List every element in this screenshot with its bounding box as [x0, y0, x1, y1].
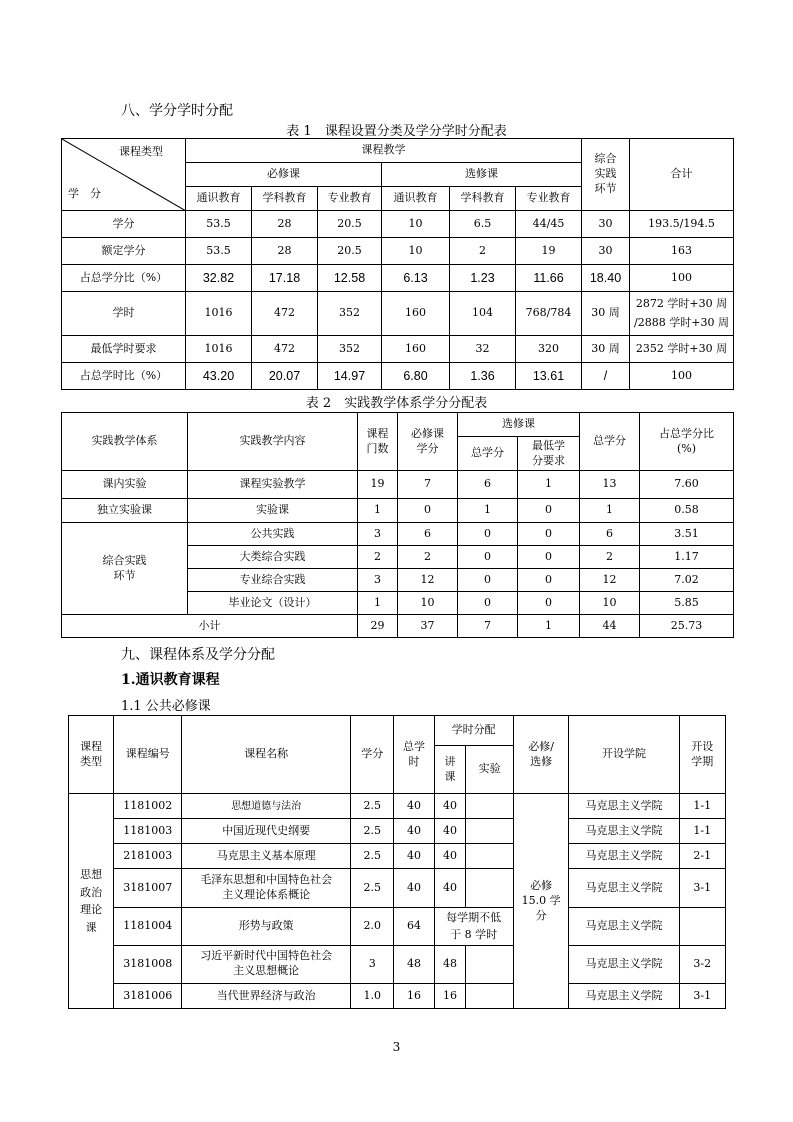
- cell: 7: [398, 471, 458, 499]
- subsection-1-1-title: 1.1 公共必修课: [121, 699, 211, 714]
- cell: 1.36: [450, 363, 516, 390]
- cell: 5.85: [640, 592, 734, 615]
- cell: 13.61: [516, 363, 582, 390]
- cell: 0: [398, 499, 458, 523]
- cell: 53.5: [186, 211, 252, 238]
- cell: 实验课: [188, 499, 358, 523]
- cell: 30: [582, 238, 630, 265]
- cell: 1: [358, 592, 398, 615]
- cell: 320: [516, 336, 582, 363]
- table2-caption: 表 2 实践教学体系学分分配表: [305, 396, 488, 411]
- cell: 12: [398, 569, 458, 592]
- cell: 独立实验课: [62, 499, 188, 523]
- table-row: [69, 844, 726, 869]
- cell: 1: [458, 499, 518, 523]
- cell: 2.0: [351, 907, 394, 945]
- cell: 3.51: [640, 523, 734, 546]
- cell: [466, 819, 513, 844]
- sub-header: 学科教育: [450, 187, 516, 211]
- diag-top-label: 课程类型: [119, 145, 163, 158]
- header-code: 课程编号: [114, 716, 182, 794]
- required-label: 必修 15.0 学 分: [513, 794, 569, 1009]
- table-row: [62, 523, 734, 546]
- cell: 6: [458, 471, 518, 499]
- table-row: [62, 499, 734, 523]
- cell: 马克思主义学院: [569, 794, 679, 819]
- cell: 28: [252, 211, 318, 238]
- cell: 2: [398, 546, 458, 569]
- cell: 2352 学时+30 周: [630, 336, 734, 363]
- cell: 29: [358, 615, 398, 638]
- header-required: 必修/ 选修: [513, 716, 569, 794]
- cell: 1: [358, 499, 398, 523]
- cell: 形势与政策: [182, 907, 351, 945]
- cell: 6.80: [382, 363, 450, 390]
- header-system: 实践教学体系: [62, 413, 188, 471]
- cell: 1016: [186, 292, 252, 336]
- cell: 公共实践: [188, 523, 358, 546]
- cell: [679, 907, 725, 945]
- cell: 44/45: [516, 211, 582, 238]
- header-dept: 开设学院: [569, 716, 679, 794]
- cell: 毕业论文（设计）: [188, 592, 358, 615]
- cell: 30 周: [582, 336, 630, 363]
- sub-header: 专业教育: [318, 187, 382, 211]
- row-label: 学时: [62, 292, 186, 336]
- cell: 3: [358, 523, 398, 546]
- cell: [466, 983, 513, 1008]
- cell: 专业综合实践: [188, 569, 358, 592]
- table-row: [69, 819, 726, 844]
- row-label: 占总学分比（%）: [62, 265, 186, 292]
- elective-header: 选修课: [382, 163, 582, 187]
- cell: 3-1: [679, 983, 725, 1008]
- cell: 思想道德与法治: [182, 794, 351, 819]
- header-elective: 选修课: [458, 413, 580, 437]
- cell: 6: [580, 523, 640, 546]
- cell: 1.0: [351, 983, 394, 1008]
- cell: 0: [518, 499, 580, 523]
- table-row: [62, 336, 734, 363]
- cell: 163: [630, 238, 734, 265]
- subsection-1-title: 1.通识教育课程: [121, 672, 220, 688]
- cell: 48: [394, 945, 434, 983]
- cell: 1.23: [450, 265, 516, 292]
- cell: 43.20: [186, 363, 252, 390]
- cell: 0: [518, 569, 580, 592]
- page-number: 3: [392, 1040, 401, 1054]
- table-row: [69, 907, 726, 945]
- header-elective-min: 最低学 分要求: [518, 437, 580, 471]
- cell: 40: [434, 844, 466, 869]
- cell: 3181007: [114, 869, 182, 907]
- row-label: 最低学时要求: [62, 336, 186, 363]
- cell: 14.97: [318, 363, 382, 390]
- cell: 7: [458, 615, 518, 638]
- course-type-label: 思想 政治 理论 课: [69, 794, 114, 1009]
- practice-credit-table: [61, 412, 734, 638]
- cell: 10: [398, 592, 458, 615]
- sub-header: 学科教育: [252, 187, 318, 211]
- cell: 40: [394, 819, 434, 844]
- cell: 0: [518, 523, 580, 546]
- cell: 马克思主义学院: [569, 983, 679, 1008]
- table-row: [62, 471, 734, 499]
- table-row: [62, 265, 734, 292]
- cell: 马克思主义学院: [569, 945, 679, 983]
- row-label: 学分: [62, 211, 186, 238]
- cell: 3181006: [114, 983, 182, 1008]
- cell: 2872 学时+30 周 /2888 学时+30 周: [630, 292, 734, 336]
- table-row: [69, 945, 726, 983]
- cell: 0: [518, 546, 580, 569]
- cell: 40: [434, 794, 466, 819]
- cell: 马克思主义学院: [569, 844, 679, 869]
- diagonal-header-cell: [62, 139, 186, 211]
- cell: 11.66: [516, 265, 582, 292]
- cell: 2: [358, 546, 398, 569]
- diag-bottom-label: 学 分: [68, 187, 101, 201]
- row-label: 占总学时比（%）: [62, 363, 186, 390]
- cell: 1: [518, 615, 580, 638]
- cell: 10: [580, 592, 640, 615]
- table-row: [69, 983, 726, 1008]
- cell: 64: [394, 907, 434, 945]
- cell: 中国近现代史纲要: [182, 819, 351, 844]
- cell: 10: [382, 238, 450, 265]
- cell: 2: [580, 546, 640, 569]
- cell: 0: [458, 523, 518, 546]
- cell: 30 周: [582, 292, 630, 336]
- cell: 马克思主义学院: [569, 907, 679, 945]
- cell: 3-1: [679, 869, 725, 907]
- cell: 32: [450, 336, 516, 363]
- cell: 32.82: [186, 265, 252, 292]
- table-row: [62, 211, 734, 238]
- cell: 3181008: [114, 945, 182, 983]
- cell: 当代世界经济与政治: [182, 983, 351, 1008]
- cell: 1.17: [640, 546, 734, 569]
- cell: [466, 945, 513, 983]
- cell: 每学期不低 于 8 学时: [434, 907, 513, 945]
- cell: 53.5: [186, 238, 252, 265]
- header-elective-total: 总学分: [458, 437, 518, 471]
- table-row: [62, 615, 734, 638]
- cell: 768/784: [516, 292, 582, 336]
- cell: 马克思主义基本原理: [182, 844, 351, 869]
- cell: 25.73: [640, 615, 734, 638]
- credit-allocation-table: [61, 138, 734, 390]
- cell: 17.18: [252, 265, 318, 292]
- sub-header: 通识教育: [382, 187, 450, 211]
- cell: /: [582, 363, 630, 390]
- required-header: 必修课: [186, 163, 382, 187]
- cell: 37: [398, 615, 458, 638]
- cell: 2.5: [351, 794, 394, 819]
- cell: 2.5: [351, 819, 394, 844]
- group-label: 综合实践 环节: [62, 523, 188, 615]
- header-term: 开设 学期: [679, 716, 725, 794]
- cell: 0: [458, 569, 518, 592]
- table-row: [69, 794, 726, 819]
- cell: 3: [358, 569, 398, 592]
- table1-caption: 表 1 课程设置分类及学分学时分配表: [286, 124, 507, 139]
- row-label: 额定学分: [62, 238, 186, 265]
- header-content: 实践教学内容: [188, 413, 358, 471]
- cell: 20.5: [318, 238, 382, 265]
- practice-header: 综合 实践 环节: [582, 139, 630, 211]
- subtotal-label: 小计: [62, 615, 358, 638]
- cell: 352: [318, 292, 382, 336]
- cell: 13: [580, 471, 640, 499]
- cell: 6.5: [450, 211, 516, 238]
- cell: 40: [394, 869, 434, 907]
- cell: 44: [580, 615, 640, 638]
- cell: 3: [351, 945, 394, 983]
- table-row: [62, 238, 734, 265]
- cell: 1-1: [679, 794, 725, 819]
- cell: 课内实验: [62, 471, 188, 499]
- cell: 10: [382, 211, 450, 238]
- cell: 19: [358, 471, 398, 499]
- cell: 18.40: [582, 265, 630, 292]
- cell: 12: [580, 569, 640, 592]
- cell: 472: [252, 292, 318, 336]
- header-required: 必修课 学分: [398, 413, 458, 471]
- public-required-course-table: [68, 715, 726, 1009]
- table-row: [69, 869, 726, 907]
- header-credit: 学分: [351, 716, 394, 794]
- cell: 0: [458, 546, 518, 569]
- cell: 40: [434, 869, 466, 907]
- table-row: [62, 292, 734, 336]
- cell: 1: [518, 471, 580, 499]
- header-total: 总学分: [580, 413, 640, 471]
- sub-header: 通识教育: [186, 187, 252, 211]
- header-lab: 实验: [466, 746, 513, 794]
- cell: 100: [630, 363, 734, 390]
- cell: 472: [252, 336, 318, 363]
- cell: 16: [434, 983, 466, 1008]
- cell: 6: [398, 523, 458, 546]
- cell: 40: [394, 844, 434, 869]
- cell: 毛泽东思想和中国特色社会 主义理论体系概论: [182, 869, 351, 907]
- cell: 28: [252, 238, 318, 265]
- cell: 160: [382, 336, 450, 363]
- group-main-header: 课程教学: [186, 139, 582, 163]
- total-header: 合计: [630, 139, 734, 211]
- cell: 160: [382, 292, 450, 336]
- cell: 1181002: [114, 794, 182, 819]
- cell: 2.5: [351, 844, 394, 869]
- cell: 19: [516, 238, 582, 265]
- cell: [466, 794, 513, 819]
- cell: 193.5/194.5: [630, 211, 734, 238]
- cell: 0: [518, 592, 580, 615]
- cell: 7.60: [640, 471, 734, 499]
- cell: 352: [318, 336, 382, 363]
- cell: 7.02: [640, 569, 734, 592]
- cell: 2: [450, 238, 516, 265]
- cell: 马克思主义学院: [569, 869, 679, 907]
- header-alloc: 学时分配: [434, 716, 513, 746]
- cell: 2.5: [351, 869, 394, 907]
- cell: 20.5: [318, 211, 382, 238]
- cell: [466, 844, 513, 869]
- sub-header: 专业教育: [516, 187, 582, 211]
- cell: [466, 869, 513, 907]
- header-ratio: 占总学分比 (%): [640, 413, 734, 471]
- cell: 48: [434, 945, 466, 983]
- header-lecture: 讲 课: [434, 746, 466, 794]
- cell: 12.58: [318, 265, 382, 292]
- cell: 16: [394, 983, 434, 1008]
- cell: 1-1: [679, 819, 725, 844]
- cell: 0.58: [640, 499, 734, 523]
- cell: 2181003: [114, 844, 182, 869]
- section-9-title: 九、课程体系及学分分配: [121, 647, 275, 663]
- header-type: 课程 类型: [69, 716, 114, 794]
- cell: 3-2: [679, 945, 725, 983]
- cell: 40: [434, 819, 466, 844]
- cell: 1: [580, 499, 640, 523]
- table-row: [62, 363, 734, 390]
- cell: 0: [458, 592, 518, 615]
- cell: 习近平新时代中国特色社会 主义思想概论: [182, 945, 351, 983]
- header-hours: 总学 时: [394, 716, 434, 794]
- section-8-title: 八、学分学时分配: [121, 103, 233, 119]
- cell: 100: [630, 265, 734, 292]
- cell: 大类综合实践: [188, 546, 358, 569]
- cell: 104: [450, 292, 516, 336]
- cell: 1016: [186, 336, 252, 363]
- cell: 6.13: [382, 265, 450, 292]
- cell: 30: [582, 211, 630, 238]
- cell: 1181003: [114, 819, 182, 844]
- cell: 1181004: [114, 907, 182, 945]
- cell: 课程实验教学: [188, 471, 358, 499]
- header-name: 课程名称: [182, 716, 351, 794]
- cell: 2-1: [679, 844, 725, 869]
- cell: 马克思主义学院: [569, 819, 679, 844]
- cell: 40: [394, 794, 434, 819]
- cell: 20.07: [252, 363, 318, 390]
- header-courses: 课程 门数: [358, 413, 398, 471]
